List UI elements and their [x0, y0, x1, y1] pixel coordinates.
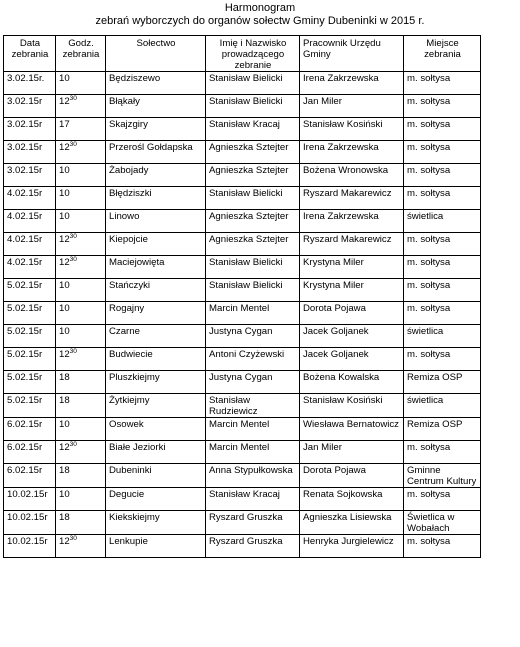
cell-village: Budwiecie	[106, 348, 206, 371]
cell-village: Czarne	[106, 325, 206, 348]
cell-date: 3.02.15r	[4, 95, 56, 118]
table-row	[4, 418, 481, 441]
cell-village: Błędziszki	[106, 187, 206, 210]
time-hour: 18	[59, 395, 70, 406]
cell-village: Skajzgiry	[106, 118, 206, 141]
cell-time	[56, 279, 106, 302]
cell-date: 10.02.15r	[4, 488, 56, 511]
cell-worker: Dorota Pojawa	[300, 464, 404, 488]
table-row	[4, 187, 481, 210]
time-hour: 10	[59, 165, 70, 176]
cell-village: Rogajny	[106, 302, 206, 325]
table-row	[4, 535, 481, 558]
cell-place: m. sołtysa	[404, 256, 481, 279]
cell-place: Remiza OSP	[404, 371, 481, 394]
time-minutes: 30	[69, 256, 77, 263]
cell-worker: Irena Zakrzewska	[300, 141, 404, 164]
cell-leader: Stanisław Kracaj	[206, 488, 300, 511]
cell-date: 4.02.15r	[4, 256, 56, 279]
header-place: Miejsce zebrania	[404, 36, 481, 72]
cell-time	[56, 371, 106, 394]
time-hour: 12	[59, 349, 70, 360]
cell-place: Świetlica w Wobałach	[404, 511, 481, 535]
cell-worker: Stanisław Kosiński	[300, 394, 404, 418]
cell-place: m. sołtysa	[404, 95, 481, 118]
table-row	[4, 279, 481, 302]
cell-date: 10.02.15r	[4, 535, 56, 558]
time-hour: 12	[59, 234, 70, 245]
cell-place: m. sołtysa	[404, 164, 481, 187]
cell-time	[56, 118, 106, 141]
cell-village: Degucie	[106, 488, 206, 511]
cell-worker: Ryszard Makarewicz	[300, 233, 404, 256]
cell-leader: Stanisław Rudziewicz	[206, 394, 300, 418]
time-hour: 10	[59, 419, 70, 430]
table-row	[4, 210, 481, 233]
time-hour: 17	[59, 119, 70, 130]
cell-time	[56, 95, 106, 118]
header-date: Data zebrania	[4, 36, 56, 72]
cell-place: m. sołtysa	[404, 279, 481, 302]
schedule-table-body	[4, 36, 481, 558]
cell-leader: Antoni Czyżewski	[206, 348, 300, 371]
cell-leader: Stanisław Kracaj	[206, 118, 300, 141]
schedule-table	[3, 35, 481, 558]
cell-village: Dubeninki	[106, 464, 206, 488]
cell-place: m. sołtysa	[404, 488, 481, 511]
table-row	[4, 511, 481, 535]
cell-leader: Stanisław Bielicki	[206, 95, 300, 118]
cell-place: m. sołtysa	[404, 535, 481, 558]
cell-village: Maciejowięta	[106, 256, 206, 279]
table-row	[4, 488, 481, 511]
cell-leader: Ryszard Gruszka	[206, 511, 300, 535]
cell-worker: Henryka Jurgielewicz	[300, 535, 404, 558]
table-row	[4, 441, 481, 464]
cell-place: świetlica	[404, 210, 481, 233]
cell-date: 5.02.15r	[4, 394, 56, 418]
cell-time	[56, 418, 106, 441]
cell-worker: Ryszard Makarewicz	[300, 187, 404, 210]
cell-date: 3.02.15r	[4, 141, 56, 164]
cell-date: 5.02.15r	[4, 348, 56, 371]
time-minutes: 30	[69, 441, 77, 448]
table-row	[4, 72, 481, 95]
cell-leader: Anna Stypułkowska	[206, 464, 300, 488]
cell-village: Linowo	[106, 210, 206, 233]
cell-leader: Agnieszka Sztejter	[206, 141, 300, 164]
cell-time	[56, 394, 106, 418]
cell-village: Stańczyki	[106, 279, 206, 302]
cell-date: 6.02.15r	[4, 464, 56, 488]
cell-time	[56, 488, 106, 511]
time-hour: 10	[59, 73, 70, 84]
cell-date: 3.02.15r	[4, 164, 56, 187]
cell-time	[56, 187, 106, 210]
cell-village: Kiekskiejmy	[106, 511, 206, 535]
time-minutes: 30	[69, 348, 77, 355]
cell-village: Przerośl Gołdapska	[106, 141, 206, 164]
cell-leader: Justyna Cygan	[206, 325, 300, 348]
cell-village: Lenkupie	[106, 535, 206, 558]
table-row	[4, 118, 481, 141]
cell-date: 6.02.15r	[4, 441, 56, 464]
cell-leader: Justyna Cygan	[206, 371, 300, 394]
cell-leader: Agnieszka Sztejter	[206, 210, 300, 233]
cell-village: Błąkały	[106, 95, 206, 118]
cell-time	[56, 441, 106, 464]
cell-time	[56, 302, 106, 325]
cell-leader: Agnieszka Sztejter	[206, 233, 300, 256]
cell-worker: Irena Zakrzewska	[300, 72, 404, 95]
cell-leader: Marcin Mentel	[206, 441, 300, 464]
table-row	[4, 302, 481, 325]
time-minutes: 30	[69, 95, 77, 102]
time-hour: 12	[59, 536, 70, 547]
cell-date: 5.02.15r	[4, 302, 56, 325]
cell-date: 3.02.15r	[4, 118, 56, 141]
time-minutes: 30	[69, 233, 77, 240]
cell-place: Remiza OSP	[404, 418, 481, 441]
cell-leader: Stanisław Bielicki	[206, 187, 300, 210]
cell-time	[56, 464, 106, 488]
table-row	[4, 464, 481, 488]
time-hour: 10	[59, 326, 70, 337]
time-hour: 18	[59, 512, 70, 523]
time-hour: 18	[59, 465, 70, 476]
time-hour: 12	[59, 257, 70, 268]
cell-worker: Jan Miler	[300, 441, 404, 464]
cell-date: 4.02.15r	[4, 210, 56, 233]
cell-worker: Renata Sojkowska	[300, 488, 404, 511]
cell-worker: Jacek Goljanek	[300, 325, 404, 348]
cell-worker: Irena Zakrzewska	[300, 210, 404, 233]
time-hour: 10	[59, 489, 70, 500]
cell-time	[56, 535, 106, 558]
time-minutes: 30	[69, 535, 77, 542]
cell-worker: Agnieszka Lisiewska	[300, 511, 404, 535]
time-minutes: 30	[69, 141, 77, 148]
cell-leader: Ryszard Gruszka	[206, 535, 300, 558]
cell-leader: Stanisław Bielicki	[206, 256, 300, 279]
time-hour: 12	[59, 142, 70, 153]
cell-worker: Jacek Goljanek	[300, 348, 404, 371]
table-row	[4, 256, 481, 279]
table-row	[4, 325, 481, 348]
cell-time	[56, 72, 106, 95]
cell-worker: Krystyna Miler	[300, 279, 404, 302]
cell-date: 5.02.15r	[4, 371, 56, 394]
header-time: Godz. zebrania	[56, 36, 106, 72]
cell-place: m. sołtysa	[404, 302, 481, 325]
cell-worker: Krystyna Miler	[300, 256, 404, 279]
cell-time	[56, 233, 106, 256]
cell-leader: Stanisław Bielicki	[206, 279, 300, 302]
cell-time	[56, 256, 106, 279]
cell-village: Będziszewo	[106, 72, 206, 95]
time-hour: 18	[59, 372, 70, 383]
cell-leader: Marcin Mentel	[206, 302, 300, 325]
time-hour: 10	[59, 211, 70, 222]
cell-date: 4.02.15r	[4, 187, 56, 210]
time-hour: 12	[59, 96, 70, 107]
cell-village: Osowek	[106, 418, 206, 441]
cell-date: 5.02.15r	[4, 279, 56, 302]
time-hour: 10	[59, 303, 70, 314]
cell-date: 6.02.15r	[4, 418, 56, 441]
cell-time	[56, 348, 106, 371]
header-leader: Imię i Nazwisko prowadzącego zebranie	[206, 36, 300, 72]
header-worker: Pracownik Urzędu Gminy	[300, 36, 404, 72]
cell-place: m. sołtysa	[404, 141, 481, 164]
cell-time	[56, 141, 106, 164]
cell-place: m. sołtysa	[404, 187, 481, 210]
cell-date: 5.02.15r	[4, 325, 56, 348]
cell-leader: Stanisław Bielicki	[206, 72, 300, 95]
cell-worker: Jan Miler	[300, 95, 404, 118]
cell-time	[56, 511, 106, 535]
table-row	[4, 141, 481, 164]
cell-worker: Bożena Wronowska	[300, 164, 404, 187]
cell-date: 3.02.15r.	[4, 72, 56, 95]
cell-time	[56, 210, 106, 233]
cell-place: m. sołtysa	[404, 118, 481, 141]
time-hour: 10	[59, 188, 70, 199]
cell-worker: Stanisław Kosiński	[300, 118, 404, 141]
cell-place: m. sołtysa	[404, 72, 481, 95]
cell-place: m. sołtysa	[404, 441, 481, 464]
cell-place: świetlica	[404, 394, 481, 418]
cell-village: Kiepojcie	[106, 233, 206, 256]
document-subtitle: zebrań wyborczych do organów sołectw Gminy Dubeninki w 2015 r.	[95, 15, 425, 27]
cell-worker: Wiesława Bernatowicz	[300, 418, 404, 441]
cell-village: Żabojady	[106, 164, 206, 187]
cell-date: 4.02.15r	[4, 233, 56, 256]
cell-place: Gminne Centrum Kultury	[404, 464, 481, 488]
cell-date: 10.02.15r	[4, 511, 56, 535]
cell-place: m. sołtysa	[404, 233, 481, 256]
cell-leader: Marcin Mentel	[206, 418, 300, 441]
table-row	[4, 233, 481, 256]
cell-worker: Bożena Kowalska	[300, 371, 404, 394]
cell-village: Białe Jeziorki	[106, 441, 206, 464]
header-row	[4, 36, 481, 72]
time-hour: 10	[59, 280, 70, 291]
cell-village: Pluszkiejmy	[106, 371, 206, 394]
cell-time	[56, 164, 106, 187]
table-row	[4, 371, 481, 394]
cell-place: świetlica	[404, 325, 481, 348]
cell-place: m. sołtysa	[404, 348, 481, 371]
cell-leader: Agnieszka Sztejter	[206, 164, 300, 187]
table-row	[4, 348, 481, 371]
table-row	[4, 394, 481, 418]
document-title: Harmonogram	[224, 2, 296, 14]
time-hour: 12	[59, 442, 70, 453]
cell-village: Żytkiejmy	[106, 394, 206, 418]
cell-time	[56, 325, 106, 348]
table-row	[4, 164, 481, 187]
table-row	[4, 95, 481, 118]
header-village: Sołectwo	[106, 36, 206, 72]
cell-worker: Dorota Pojawa	[300, 302, 404, 325]
